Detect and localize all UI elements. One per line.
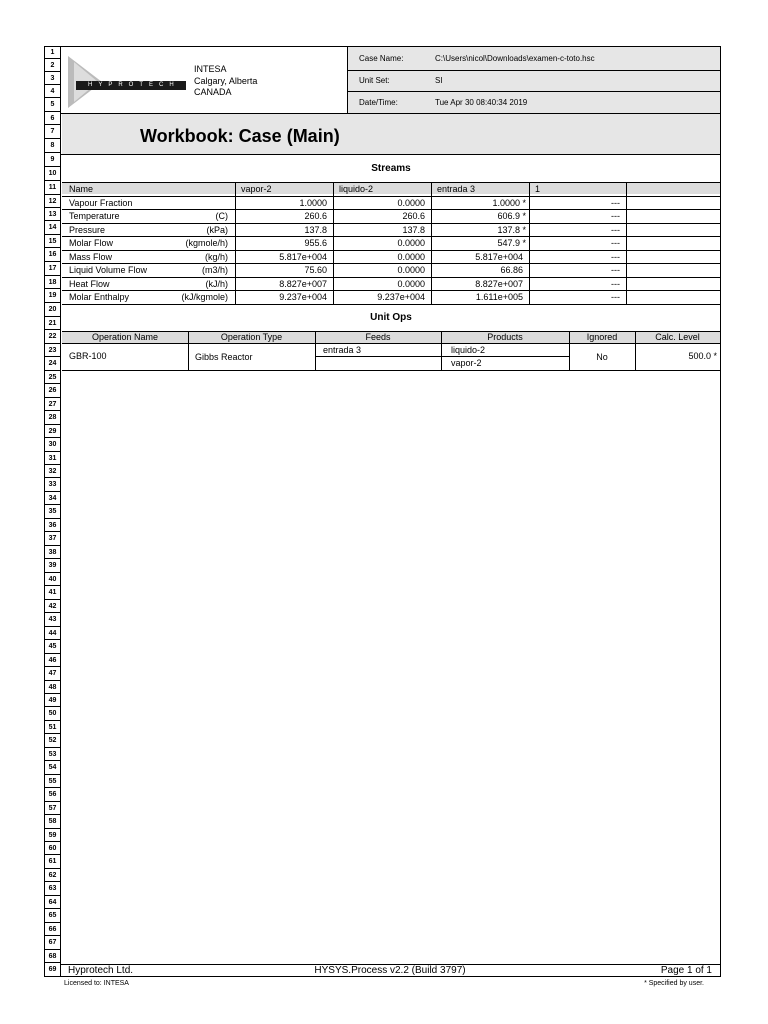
row-number: 17 — [44, 262, 61, 276]
stream-column-header: liquido-2 — [339, 184, 374, 194]
row-number: 55 — [44, 775, 61, 788]
row-number: 62 — [44, 869, 61, 882]
logo-lettering: HYPROTECH — [88, 82, 180, 88]
row-number: 64 — [44, 896, 61, 909]
unitops-column-header: Calc. Level — [655, 332, 700, 342]
stream-value: 5.817e+004 — [475, 251, 523, 262]
row-number: 65 — [44, 909, 61, 923]
row-number: 52 — [44, 734, 61, 748]
unit-set-label: Unit Set: — [359, 76, 390, 85]
row-number: 27 — [44, 398, 61, 411]
row-number: 9 — [44, 153, 61, 167]
unitop-type: Gibbs Reactor — [195, 352, 253, 362]
row-number: 13 — [44, 208, 61, 221]
row-number: 30 — [44, 438, 61, 452]
stream-value: 9.237e+004 — [377, 292, 425, 302]
stream-value: 8.827e+007 — [279, 278, 327, 289]
row-number: 68 — [44, 950, 61, 963]
row-number: 24 — [44, 357, 61, 371]
stream-row-unit: (kg/h) — [204, 251, 228, 262]
unitop-ignored: No — [596, 352, 608, 362]
stream-row-label: Temperature — [69, 211, 120, 221]
stream-value: --- — [611, 238, 620, 248]
row-number: 6 — [44, 112, 61, 125]
unitops-column-header: Operation Type — [220, 332, 283, 342]
company-country: CANADA — [194, 87, 232, 97]
row-number: 4 — [44, 85, 61, 98]
row-number: 51 — [44, 721, 61, 734]
unitop-name: GBR-100 — [69, 351, 107, 361]
unitops-column-header: Ignored — [586, 332, 618, 342]
unitops-column-header: Products — [487, 332, 523, 342]
unitop-product: vapor-2 — [451, 358, 482, 368]
stream-column-header: vapor-2 — [241, 184, 272, 194]
row-number: 32 — [44, 465, 61, 478]
row-number: 46 — [44, 654, 61, 667]
stream-value: 66.86 — [500, 265, 523, 275]
stream-value: 0.0000 — [397, 265, 425, 275]
row-number: 16 — [44, 248, 61, 262]
row-number: 67 — [44, 936, 61, 950]
row-number: 59 — [44, 829, 61, 842]
stream-value: 5.817e+004 — [279, 251, 327, 262]
stream-value: 606.9 * — [497, 211, 526, 221]
stream-row-unit: (m3/h) — [201, 265, 228, 275]
stream-value: 75.60 — [304, 265, 327, 275]
stream-value: 955.6 — [304, 238, 327, 248]
row-number: 37 — [44, 532, 61, 546]
stream-value: --- — [611, 265, 620, 275]
row-number: 20 — [44, 303, 61, 317]
workbook-title: Workbook: Case (Main) — [140, 126, 340, 146]
stream-column-header: entrada 3 — [437, 184, 476, 194]
sheet-frame — [44, 46, 721, 977]
footer-company: Hyprotech Ltd. — [68, 965, 134, 976]
row-number: 42 — [44, 600, 61, 613]
row-number: 53 — [44, 748, 61, 761]
row-number: 35 — [44, 505, 61, 519]
stream-value: 1.0000 * — [492, 197, 526, 208]
stream-value: 547.9 * — [497, 238, 526, 248]
stream-value: --- — [611, 211, 620, 221]
stream-value: 1.0000 — [299, 197, 327, 208]
row-number: 60 — [44, 842, 61, 855]
row-number: 40 — [44, 573, 61, 586]
row-number: 66 — [44, 923, 61, 936]
row-number: 34 — [44, 492, 61, 505]
row-number: 56 — [44, 788, 61, 802]
hyprotech-logo — [62, 52, 190, 110]
stream-value: 0.0000 — [397, 238, 425, 248]
footer-page: Page 1 of 1 — [660, 965, 712, 976]
row-number: 44 — [44, 627, 61, 640]
company-city: Calgary, Alberta — [194, 76, 258, 86]
footer-licensed: Licensed to: INTESA — [64, 980, 129, 987]
row-number: 29 — [44, 425, 61, 438]
stream-value: 0.0000 — [397, 197, 425, 208]
stream-row-unit: (kPa) — [206, 224, 228, 235]
stream-value: 137.8 — [402, 224, 425, 235]
unitops-column-header: Operation Name — [91, 332, 159, 342]
row-number: 41 — [44, 586, 61, 600]
row-number: 39 — [44, 559, 61, 573]
stream-value: 137.8 * — [497, 224, 526, 235]
row-number: 2 — [44, 59, 61, 72]
row-number: 1 — [44, 46, 61, 59]
row-number: 15 — [44, 235, 61, 248]
row-number: 48 — [44, 681, 61, 694]
datetime-label: Date/Time: — [359, 98, 398, 107]
row-number: 18 — [44, 276, 61, 289]
stream-value: 8.827e+007 — [475, 278, 523, 289]
row-number: 58 — [44, 815, 61, 829]
case-name-label: Case Name: — [359, 54, 404, 63]
row-number: 11 — [44, 181, 61, 195]
stream-row-label: Heat Flow — [69, 278, 110, 289]
stream-value: --- — [611, 224, 620, 235]
row-number: 36 — [44, 519, 61, 532]
row-number: 25 — [44, 371, 61, 384]
stream-value: --- — [611, 197, 620, 208]
row-number: 50 — [44, 707, 61, 721]
unitop-product: liquido-2 — [451, 345, 486, 355]
row-number: 3 — [44, 72, 61, 85]
row-number: 38 — [44, 546, 61, 559]
stream-value: --- — [611, 292, 620, 302]
stream-row-label: Vapour Fraction — [69, 197, 133, 208]
stream-row-unit: (kJ/h) — [205, 278, 228, 289]
stream-value: 260.6 — [304, 211, 327, 221]
row-number: 57 — [44, 802, 61, 815]
row-number: 28 — [44, 411, 61, 425]
case-name-value: C:\Users\nicol\Downloads\examen-c-toto.hsc — [435, 54, 595, 63]
streams-section-title: Streams — [371, 163, 411, 174]
stream-row-label: Molar Enthalpy — [69, 292, 130, 302]
stream-value: 0.0000 — [397, 278, 425, 289]
row-number: 43 — [44, 613, 61, 627]
stream-value: 1.611e+005 — [475, 292, 523, 302]
stream-row-label: Liquid Volume Flow — [69, 265, 148, 275]
row-number: 5 — [44, 98, 61, 112]
footer-specified: * Specified by user. — [644, 980, 704, 987]
row-number: 26 — [44, 384, 61, 398]
stream-value: --- — [611, 251, 620, 262]
row-number: 61 — [44, 855, 61, 869]
unit-set-value: SI — [435, 76, 443, 85]
stream-column-header: 1 — [535, 184, 541, 194]
row-number: 23 — [44, 344, 61, 357]
company-name: INTESA — [194, 64, 227, 74]
unitops-column-header: Feeds — [365, 332, 391, 342]
unitop-feed: entrada 3 — [323, 345, 362, 355]
stream-row-unit: (C) — [215, 211, 228, 221]
stream-value: 0.0000 — [397, 251, 425, 262]
stream-row-unit: (kgmole/h) — [185, 238, 228, 248]
row-number: 31 — [44, 452, 61, 465]
row-number: 10 — [44, 167, 61, 181]
row-number: 7 — [44, 125, 61, 139]
row-number: 49 — [44, 694, 61, 707]
unitops-section-title: Unit Ops — [370, 312, 412, 323]
stream-row-label: Pressure — [69, 224, 106, 235]
stream-value: 260.6 — [402, 211, 425, 221]
row-number: 22 — [44, 330, 61, 344]
row-number: 14 — [44, 221, 61, 235]
footer-product: HYSYS.Process v2.2 (Build 3797) — [314, 965, 466, 976]
stream-value: 137.8 — [304, 224, 327, 235]
streams-name-header: Name — [69, 184, 94, 194]
stream-row-unit: (kJ/kgmole) — [181, 292, 228, 302]
row-number: 47 — [44, 667, 61, 681]
row-number: 19 — [44, 289, 61, 303]
stream-row-label: Molar Flow — [69, 238, 114, 248]
row-number: 45 — [44, 640, 61, 654]
row-number: 33 — [44, 478, 61, 492]
row-number: 54 — [44, 761, 61, 775]
row-number: 8 — [44, 139, 61, 153]
stream-value: --- — [611, 278, 620, 289]
row-number: 63 — [44, 882, 61, 896]
row-number: 21 — [44, 317, 61, 330]
row-number: 69 — [44, 963, 61, 977]
unitop-calc-level: 500.0 * — [688, 351, 717, 361]
row-number: 12 — [44, 195, 61, 208]
stream-row-label: Mass Flow — [69, 251, 113, 262]
stream-value: 9.237e+004 — [279, 292, 327, 302]
datetime-value: Tue Apr 30 08:40:34 2019 — [435, 98, 528, 107]
